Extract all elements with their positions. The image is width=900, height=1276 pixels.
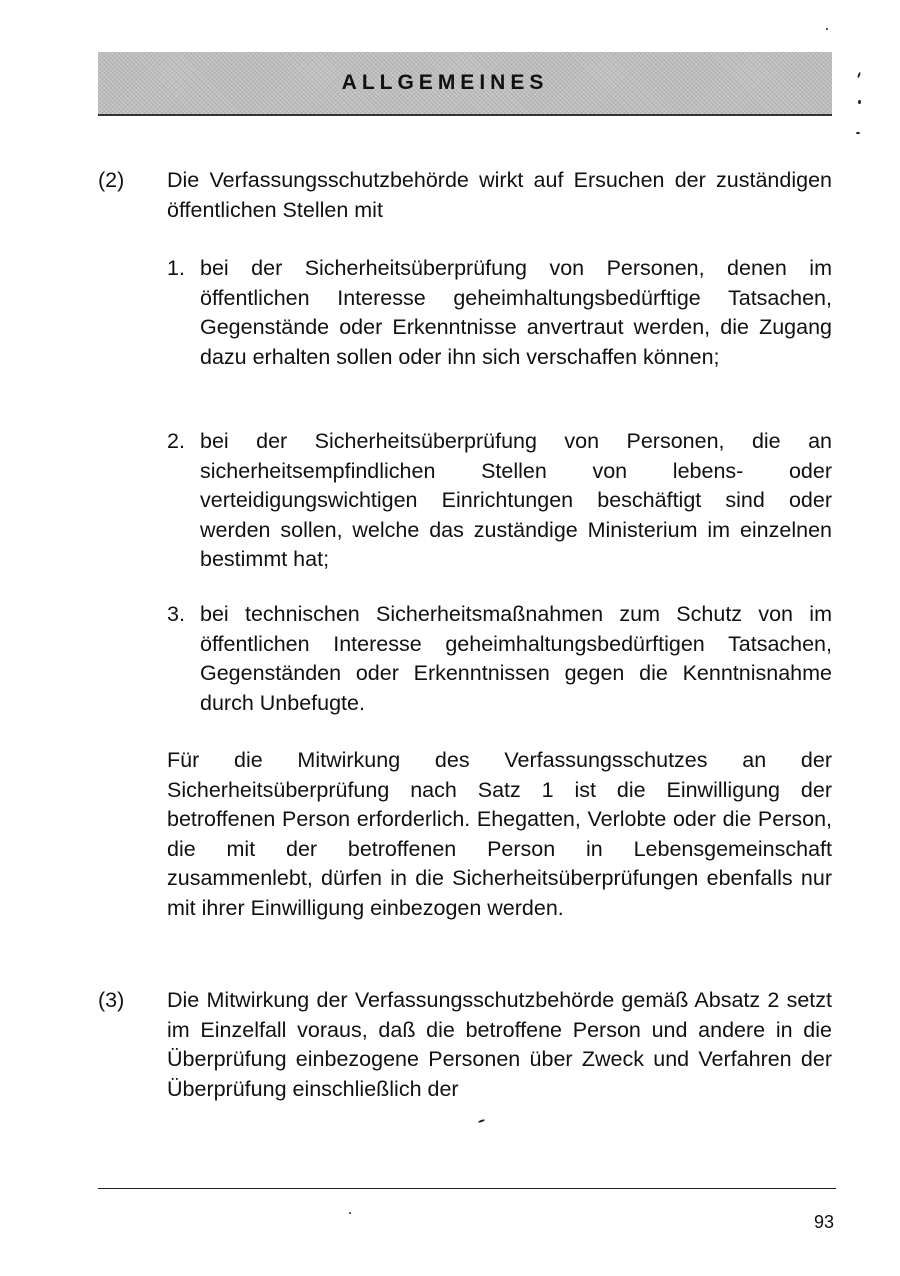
list-item-text: bei der Sicherheitsüberprüfung von Personen, denen im öffentlichen Interesse geheimhaltungsbedürftige Tatsachen, Gegenstände oder Erkenntnisse anvertraut werden, die Zugang dazu erhalten sollen oder ihn sich verschaffen können; <box>200 256 832 369</box>
list-item-number: 1. <box>167 256 185 280</box>
paragraph-intro: Die Verfassungsschutzbehörde wirkt auf Ersuchen der zuständigen öffentlichen Stellen mit <box>167 168 832 222</box>
list-item-text: bei technischen Sicherheitsmaßnahmen zum Schutz von im öffentlichen Interesse geheimhaltungsbedürftigen Tatsachen, Gegenständen oder Erkenntnissen gegen die Kenntnisnahme durch Unbefugte. <box>200 602 832 715</box>
paragraph-text: Die Mitwirkung der Verfassungsschutzbehörde gemäß Absatz 2 setzt im Einzelfall voraus, daß die betroffene Person und andere in die Überprüfung einbezogene Personen über Zweck und Verfahren der Überprüfung einschließlich der <box>167 988 832 1101</box>
closing-paragraph: Für die Mitwirkung des Verfassungsschutzes an der Sicherheitsüberprüfung nach Satz 1 ist die Einwilligung der betroffenen Person erforderlich. Ehegatten, Verlobte oder die Person, die mit der betroffenen Person in Lebensgemeinschaft zusammenlebt, dürfen in die Sicherheitsüberprüfungen ebenfalls nur mit ihrer Einwilligung einbezogen werden. <box>167 748 832 920</box>
scan-speck <box>349 1212 351 1214</box>
paragraph-number: (3) <box>98 988 125 1012</box>
scan-speck <box>826 28 828 30</box>
scan-speck <box>858 100 861 104</box>
paragraph-number: (2) <box>98 168 125 192</box>
paragraph-3 <box>98 986 832 1106</box>
list-item-number: 3. <box>167 602 185 626</box>
list-item-text: bei der Sicherheitsüberprüfung von Personen, die an sicherheitsempfindlichen Stellen von lebens- oder verteidigungswichtigen Einrichtungen beschäftigt sind oder werden sollen, welche das zuständige Ministerium im einzelnen bestimmt hat; <box>200 429 832 571</box>
scan-speck <box>478 1119 485 1123</box>
footer-divider <box>98 1188 836 1189</box>
section-title: ALLGEMEINES <box>341 71 549 94</box>
section-header-band <box>98 52 832 116</box>
paragraph-2 <box>98 166 832 226</box>
list-item-number: 2. <box>167 429 185 453</box>
page-number: 93 <box>813 1212 834 1232</box>
scan-speck <box>856 132 860 134</box>
scan-speck <box>857 72 861 78</box>
